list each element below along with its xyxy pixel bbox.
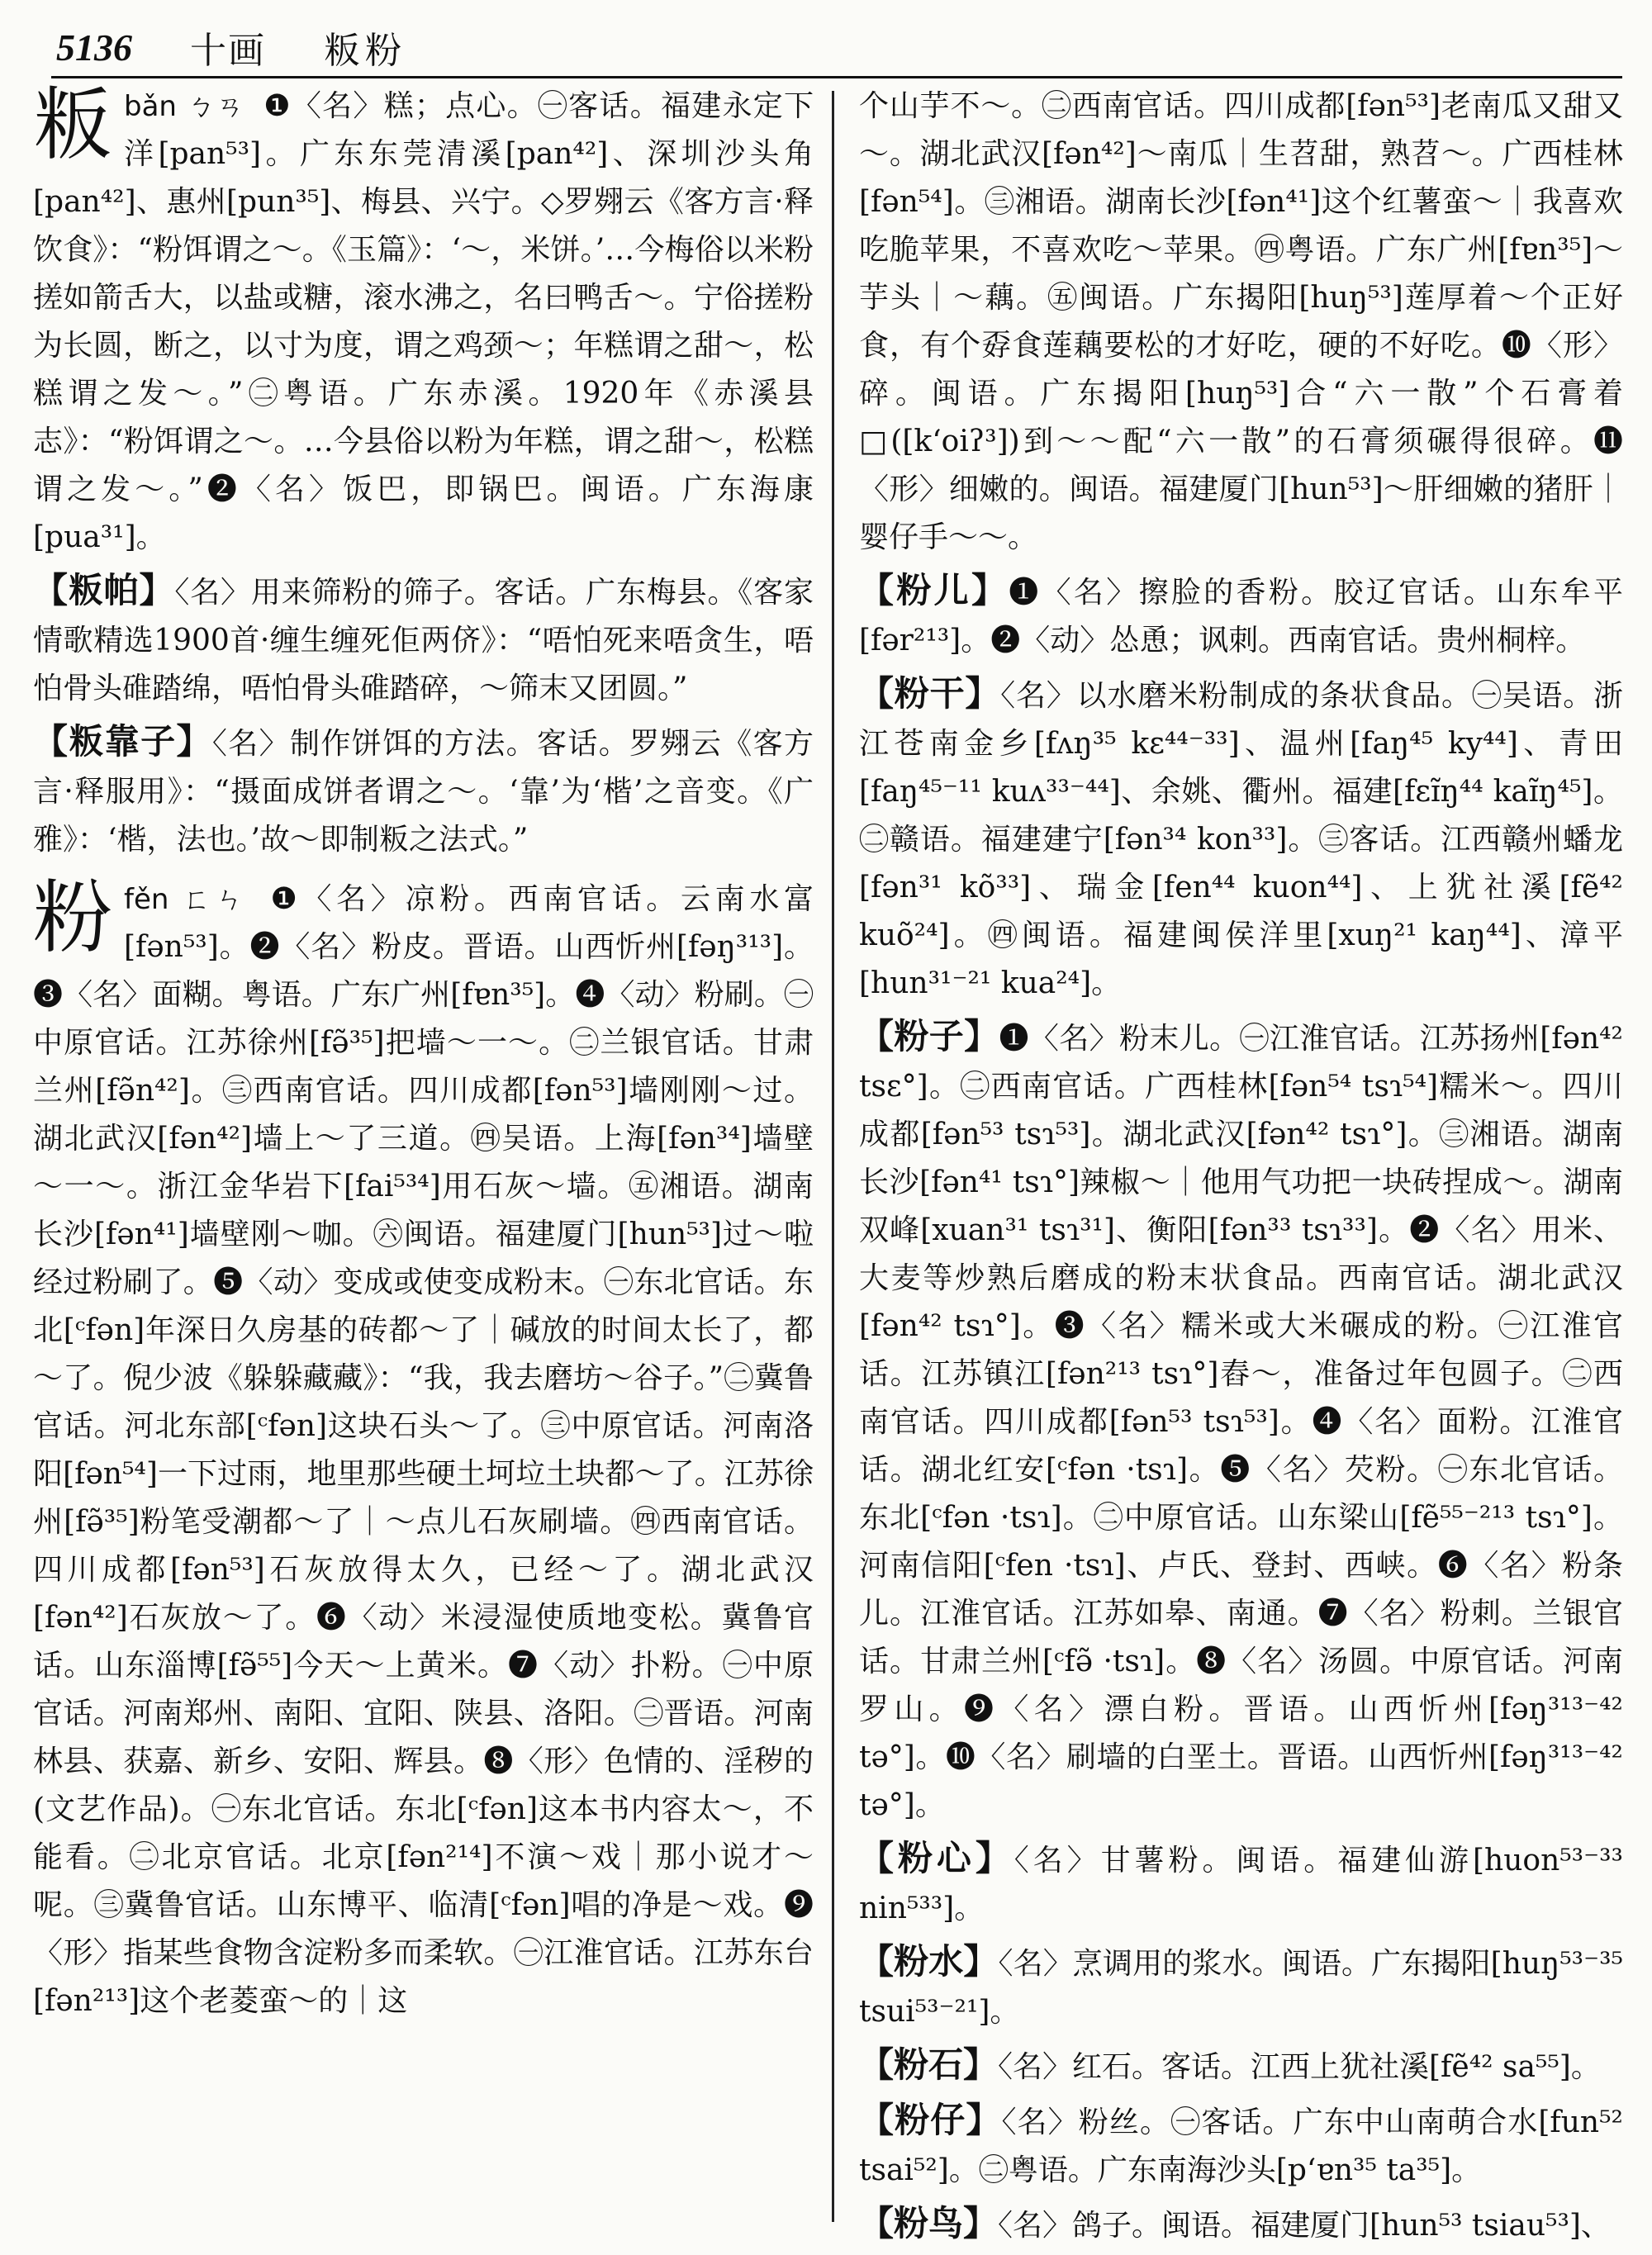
right-column [859, 83, 1623, 2255]
subhead-fenzai: 【粉仔】 [859, 2100, 1002, 2140]
entry-fenniao [859, 2200, 1623, 2250]
subhead-fenzi: 【粉子】 [859, 1016, 999, 1056]
entry-fengan [859, 670, 1623, 1008]
page-number: 5136 [56, 26, 132, 69]
subhead-fenniao: 【粉鸟】 [859, 2203, 999, 2243]
definition-fen: ❶〈名〉凉粉。西南官话。云南水富[fən⁵³]。❷〈名〉粉皮。晋语。山西忻州[fəŋ³¹³]。❸〈名〉面糊。粤语。广东广州[fɐn³⁵]。❹〈动〉粉刷。㊀中原官话。江苏徐州[fə̃³⁵]把墙～一～。㊁兰银官话。甘肃兰州[fə̃n⁴²]。㊂西南官话。四川成都[fən⁵³]墙刚刚～过。湖北武汉[fən⁴²]墙上～了三道。㊃吴语。上海[fən³⁴]墙壁～一～。浙江金华岩下[fai⁵³⁴]用石灰～墙。㊄湘语。湖南长沙[fən⁴¹]墙壁刚～咖。㊅闽语。福建厦门[hun⁵³]过～啦经过粉刷了。❺〈动〉变成或使变成粉末。㊀东北官话。东北[ᶜfən]年深日久房基的砖都～了｜碱放的时间太长了，都～了。倪少波《躲躲藏藏》：“我，我去磨坊～谷子。”㊁冀鲁官话。河北东部[ᶜfən]这块石头～了。㊂中原官话。河南洛阳[fən⁵⁴]一下过雨，地里那些硬土坷垃土块都～了。江苏徐州[fə̃³⁵]粉笔受潮都～了｜～点儿石灰刷墙。㊃西南官话。四川成都[fən⁵³]石灰放得太久，已经～了。湖北武汉[fən⁴²]石灰放～了。❻〈动〉米浸湿使质地变松。冀鲁官话。山东淄博[fə̃⁵⁵]今天～上黄米。❼〈动〉扑粉。㊀中原官话。河南郑州、南阳、宜阳、陕县、洛阳。㊁晋语。河南林县、获嘉、新乡、安阳、辉县。❽〈形〉色情的、淫秽的(文艺作品)。㊀东北官话。东北[ᶜfən]这本书内容太～，不能看。㊁北京官话。北京[fən²¹⁴]不演～戏｜那小说才～呢。㊂冀鲁官话。山东博平、临清[ᶜfən]唱的净是～戏。❾〈形〉指某些食物含淀粉多而柔软。㊀江淮官话。江苏东台[fən²¹³]这个老菱蛮～的｜这 [33, 882, 814, 2018]
entry-fener [859, 567, 1623, 665]
subhead-banpa: 【粄帕】 [33, 570, 175, 610]
subhead-fenshi: 【粉石】 [859, 2044, 999, 2085]
stroke-section: 十画 [190, 30, 266, 72]
left-column [33, 78, 814, 2030]
definition-fener: ❶〈名〉擦脸的香粉。胶辽官话。山东牟平[fər²¹³]。❷〈动〉怂恿；讽刺。西南官话。贵州桐梓。 [859, 576, 1623, 658]
entry-fenshui [859, 1938, 1623, 2036]
entry-bankaozi [33, 718, 814, 864]
entry-fen [33, 871, 814, 2025]
entry-ban [33, 78, 814, 562]
definition-fenzai: 〈名〉粉丝。㊀客话。广东中山南萌合水[fun⁵² tsai⁵²]。㊁粤语。广东南海沙头[p‘ɐn³⁵ ta³⁵]。 [859, 2105, 1623, 2187]
pinyin-ban: bǎn ㄅㄢ [124, 90, 245, 123]
definition-fenshui: 〈名〉烹调用的浆水。闽语。广东揭阳[huŋ⁵³⁻³⁵ tsui⁵³⁻²¹]。 [859, 1947, 1623, 2029]
definition-fenzi: ❶〈名〉粉末儿。㊀江淮官话。江苏扬州[fən⁴² tsɛ°]。㊁西南官话。广西桂林[fən⁵⁴ tsɿ⁵⁴]糯米～。四川成都[fən⁵³ tsɿ⁵³]。湖北武汉[fən⁴² tsɿ°]。㊂湘语。湖南长沙[fən⁴¹ tsɿ°]辣椒～｜他用气功把一块砖捏成～。湖南双峰[xuan³¹ tsɿ³¹]、衡阳[fən³³ tsɿ³³]。❷〈名〉用米、大麦等炒熟后磨成的粉末状食品。西南官话。湖北武汉[fən⁴² tsɿ°]。❸〈名〉糯米或大米碾成的粉。㊀江淮官话。江苏镇江[fən²¹³ tsɿ°]舂～，准备过年包圆子。㊁西南官话。四川成都[fən⁵³ tsɿ⁵³]。❹〈名〉面粉。江淮官话。湖北红安[ᶜfən ·tsɿ]。❺〈名〉芡粉。㊀东北官话。东北[ᶜfən ·tsɿ]。㊁中原官话。山东梁山[fẽ⁵⁵⁻²¹³ tsɿ°]。河南信阳[ᶜfen ·tsɿ]、卢氏、登封、西峡。❻〈名〉粉条儿。江淮官话。江苏如皋、南通。❼〈名〉粉刺。兰银官话。甘肃兰州[ᶜfə̃ ·tsɿ]。❽〈名〉汤圆。中原官话。河南罗山。❾〈名〉漂白粉。晋语。山西忻州[fəŋ³¹³⁻⁴² tə°]。❿〈名〉刷墙的白垩土。晋语。山西忻州[fəŋ³¹³⁻⁴² tə°]。 [859, 1022, 1623, 1822]
entry-fen-continued: 个山芋不～。㊁西南官话。四川成都[fən⁵³]老南瓜又甜又～。湖北武汉[fən⁴²]～南瓜｜生苕甜，熟苕～。广西桂林[fən⁵⁴]。㊂湘语。湖南长沙[fən⁴¹]这个红薯蛮～｜我喜欢吃脆苹果，不喜欢吃～苹果。㊃粤语。广东广州[fɐn³⁵]～芋头｜～藕。㊄闽语。广东揭阳[huŋ⁵³]莲厚着～个正好食，有个孬食莲藕要松的才好吃，硬的不好吃。❿〈形〉碎。闽语。广东揭阳[huŋ⁵³]合“六一散”个石膏着□([k‘oiʔ³])到～～配“六一散”的石膏须碾得很碎。⓫〈形〉细嫩的。闽语。福建厦门[hun⁵³]～肝细嫩的猪肝｜婴仔手～～。 [859, 89, 1623, 554]
header-rule [51, 76, 1622, 78]
subhead-fenxin: 【粉心】 [859, 1838, 1014, 1878]
entry-fenshi [859, 2041, 1623, 2091]
definition-ban: ❶〈名〉糕；点心。㊀客话。福建永定下洋[pan⁵³]。广东东莞清溪[pan⁴²]、深圳沙头角[pan⁴²]、惠州[pun³⁵]、梅县、兴宁。◇罗翙云《客方言·释饮食》：“粉饵谓之～。《玉篇》：‘～，米饼。’…今梅俗以米粉搓如箭舌大，以盐或糖，滚水沸之，名曰鸭舌～。宁俗搓粉为长圆，断之，以寸为度，谓之鸡颈～；年糕谓之甜～，松糕谓之发～。”㊁粤语。广东赤溪。1920年《赤溪县志》：“粉饵谓之～。…今县俗以粉为年糕，谓之甜～，松糕谓之发～。”❷〈名〉饭巴，即锅巴。闽语。广东海康[pua³¹]。 [33, 89, 814, 554]
subhead-fener: 【粉儿】 [859, 570, 1009, 610]
subhead-fengan: 【粉干】 [859, 673, 1001, 714]
entry-fenzai [859, 2096, 1623, 2195]
entry-banpa [33, 567, 814, 713]
entry-fenxin [859, 1835, 1623, 1933]
page-header [56, 18, 406, 76]
column-divider [832, 91, 834, 2222]
headword-ban: 粄 [33, 78, 112, 171]
definition-bankaozi: 〈名〉制作饼饵的方法。客话。罗翙云《客方言·释服用》：“摄面成饼者谓之～。‘靠’为‘楷’之音变。《广雅》：‘楷，法也。’故～即制粄之法式。” [33, 727, 814, 857]
definition-banpa: 〈名〉用来筛粉的筛子。客话。广东梅县。《客家情歌精选1900首·缠生缠死佢两侪》：“唔怕死来唔贪生，唔怕骨头碓踏绵，唔怕骨头碓踏碎，～筛末又团圆。” [33, 576, 814, 705]
page-characters: 粄粉 [324, 30, 406, 72]
entry-fenzi [859, 1013, 1623, 1830]
definition-fengan: 〈名〉以水磨米粉制成的条状食品。㊀吴语。浙江苍南金乡[fʌŋ³⁵ kɛ⁴⁴⁻³³]、温州[faŋ⁴⁵ ky⁴⁴]、青田[faŋ⁴⁵⁻¹¹ kuʌ³³⁻⁴⁴]、余姚、衢州。福建[fɛɪ̃ŋ⁴⁴ kaɪ̃ŋ⁴⁵]。㊁赣语。福建建宁[fən³⁴ kon³³]。㊂客话。江西赣州蟠龙[fən³¹ kõ³³]、瑞金[fen⁴⁴ kuon⁴⁴]、上犹社溪[fẽ⁴² kuõ²⁴]。㊃闽语。福建闽侯洋里[xuŋ²¹ kaŋ⁴⁴]、漳平[hun³¹⁻²¹ kua²⁴]。 [859, 679, 1623, 1000]
definition-fenshi: 〈名〉红石。客话。江西上犹社溪[fẽ⁴² sa⁵⁵]。 [998, 2050, 1601, 2084]
headword-fen: 粉 [33, 871, 112, 964]
pinyin-fen: fěn ㄈㄣ [124, 883, 249, 916]
subhead-bankaozi: 【粄靠子】 [33, 721, 212, 762]
definition-fenxin: 〈名〉甘薯粉。闽语。福建仙游[huon⁵³⁻³³ nin⁵³³]。 [859, 1844, 1623, 1925]
subhead-fenshui: 【粉水】 [859, 1941, 999, 1982]
definition-fenniao: 〈名〉鸽子。闽语。福建厦门[hun⁵³ tsiau⁵³]、 [998, 2209, 1611, 2243]
